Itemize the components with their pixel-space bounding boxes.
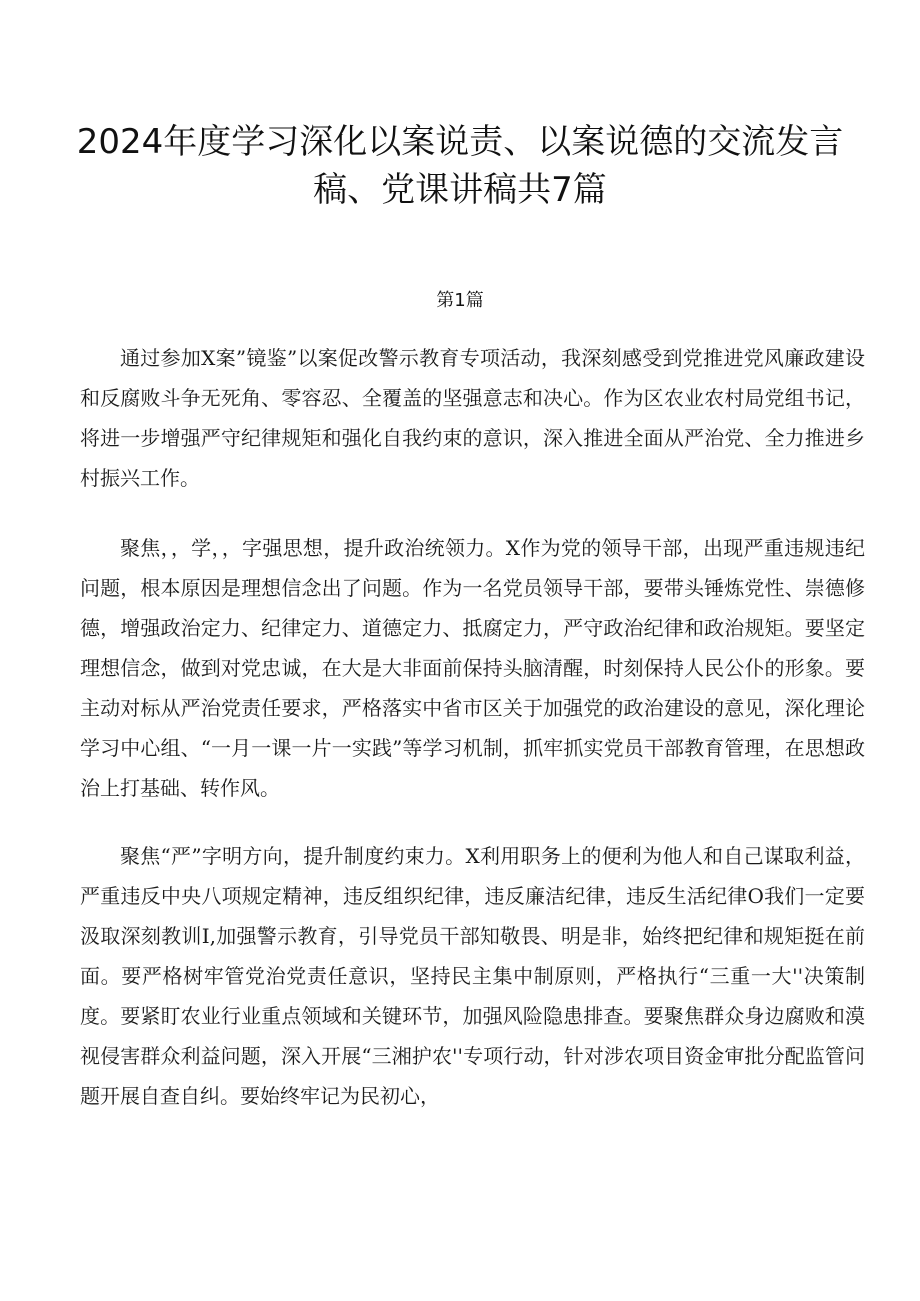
body-paragraph-1: 通过参加X案”镜鉴”以案促改警示教育专项活动，我深刻感受到党推进党风廉政建设和反腐败斗争无死角、零容忍、全覆盖的坚强意志和决心。作为区农业农村局党组书记，将进一步增强严守纪律规矩和强化自我约束的意识，深入推进全面从严治党、全力推进乡村振兴工作。 (80, 346, 865, 490)
document-title: 2024年度学习深化以案说责、以案说德的交流发言稿、党课讲稿共7篇 (76, 122, 844, 210)
body-paragraph-2: 聚焦，，学，，字强思想，提升政治统领力。X作为党的领导干部，出现严重违规违纪问题，根本原因是理想信念出了问题。作为一名党员领导干部，要带头锤炼党性、崇德修德，增强政治定力、纪律定力、道德定力、抵腐定力，严守政治纪律和政治规矩。要坚定理想信念，做到对党忠诚，在大是大非面前保持头脑清醒，时刻保持人民公仆的形象。要主动对标从严治党责任要求，严格落实中省市区关于加强党的政治建设的意见，深化理论学习中心组、“一月一课一片一实践”等学习机制，抓牢抓实党员干部教育管理，在思想政治上打基础、转作风。 (80, 536, 865, 800)
section-heading: 第1篇 (436, 290, 484, 311)
body-paragraph-3: 聚焦“严”字明方向，提升制度约束力。X利用职务上的便利为他人和自己谋取利益，严重违反中央八项规定精神，违反组织纪律，违反廉洁纪律，违反生活纪律O我们一定要汲取深刻教训I,加强警示教育，引导党员干部知敬畏、明是非，始终把纪律和规矩挺在前面。要严格树牢管党治党责任意识，坚持民主集中制原则，严格执行“三重一大''决策制度。要紧盯农业行业重点领域和关键环节，加强风险隐患排查。要聚焦群众身边腐败和漠视侵害群众利益问题，深入开展“三湘护农''专项行动，针对涉农项目资金审批分配监管问题开展自查自纠。要始终牢记为民初心， (80, 844, 865, 1108)
